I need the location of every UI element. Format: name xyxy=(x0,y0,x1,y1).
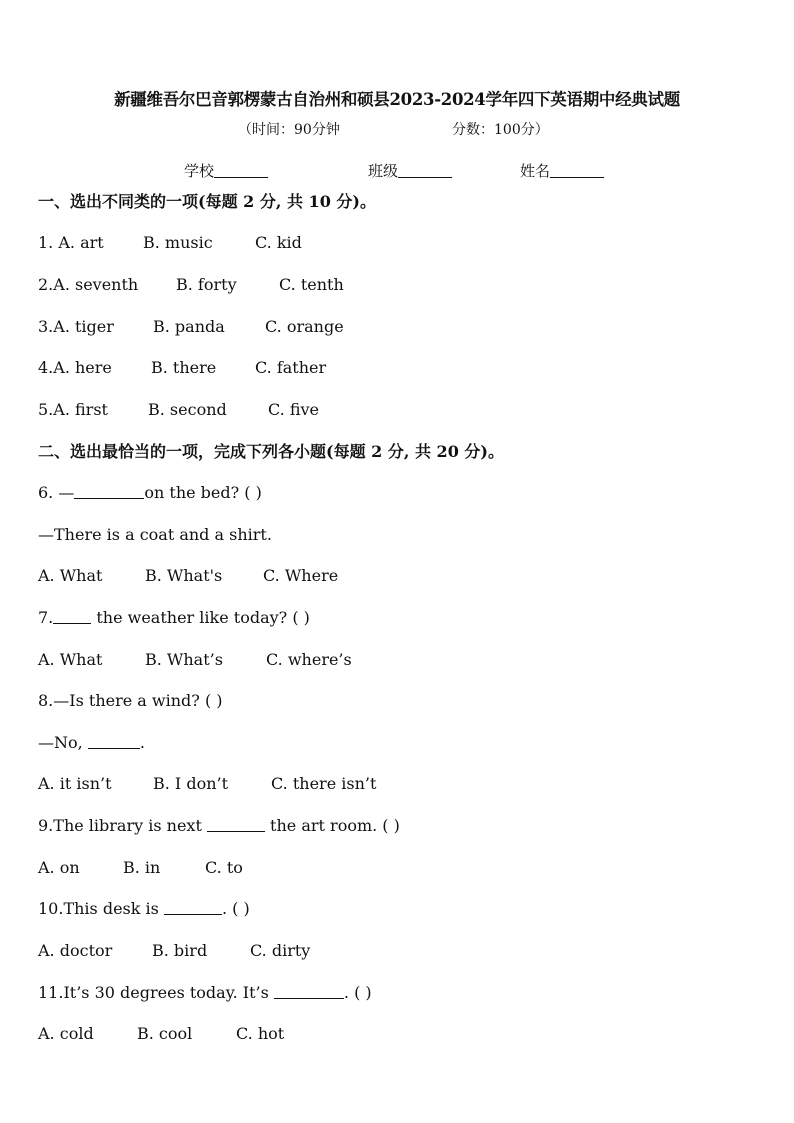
name-field xyxy=(520,160,604,181)
q7-option-b: B. What’s xyxy=(145,650,223,669)
q11-prefix: 11.It’s 30 degrees today. It’s xyxy=(38,983,274,1002)
q6-suffix: on the bed? ( ) xyxy=(144,483,262,502)
name-label: 姓名 xyxy=(520,162,551,180)
q5-option-b: B. second xyxy=(148,400,227,419)
q4-option-a: 4.A. here xyxy=(38,358,112,377)
q6-prefix: 6. — xyxy=(38,483,75,502)
total-score: 分数：100分） xyxy=(452,122,549,138)
question-1 xyxy=(38,233,398,253)
q10-option-c: C. dirty xyxy=(250,941,311,960)
q7-blank[interactable] xyxy=(53,608,91,624)
q1-option-a: 1. A. art xyxy=(38,233,104,252)
q3-option-a: 3.A. tiger xyxy=(38,317,114,336)
q7-options xyxy=(38,650,398,670)
name-blank[interactable] xyxy=(550,162,604,178)
q2-option-a: 2.A. seventh xyxy=(38,275,139,294)
question-7 xyxy=(38,608,310,628)
q5-option-c: C. five xyxy=(268,400,320,419)
q11-option-b: B. cool xyxy=(137,1024,193,1043)
q8-blank[interactable] xyxy=(88,733,140,749)
question-4 xyxy=(38,358,398,378)
question-9 xyxy=(38,816,400,836)
q9-option-c: C. to xyxy=(205,858,243,877)
time-limit: （时间：90分钟 xyxy=(238,122,340,138)
exam-meta xyxy=(238,119,549,139)
question-5 xyxy=(38,400,398,420)
q9-option-b: B. in xyxy=(123,858,161,877)
q8-option-c: C. there isn’t xyxy=(271,774,377,793)
q5-option-a: 5.A. first xyxy=(38,400,108,419)
q2-option-c: C. tenth xyxy=(279,275,344,294)
q3-option-b: B. panda xyxy=(153,317,225,336)
section2-heading: 二、选出最恰当的一项，完成下列各小题(每题 2 分, 共 20 分)。 xyxy=(38,442,504,461)
q6-option-c: C. Where xyxy=(263,566,339,585)
q6-blank[interactable] xyxy=(74,483,144,499)
q11-options xyxy=(38,1024,398,1044)
q8-response xyxy=(38,733,145,753)
question-3 xyxy=(38,317,398,337)
q8-option-b: B. I don’t xyxy=(153,774,229,793)
q2-option-b: B. forty xyxy=(176,275,237,294)
exam-title: 新疆维吾尔巴音郭楞蒙古自治州和硕县2023-2024学年四下英语期中经典试题 xyxy=(114,90,680,109)
q10-prefix: 10.This desk is xyxy=(38,899,164,918)
q7-prefix: 7. xyxy=(38,608,54,627)
q1-option-b: B. music xyxy=(143,233,213,252)
q7-option-a: A. What xyxy=(38,650,103,669)
q6-option-b: B. What's xyxy=(145,566,223,585)
q11-blank[interactable] xyxy=(274,983,344,999)
q8-options xyxy=(38,774,398,794)
school-label: 学校 xyxy=(184,162,215,180)
q8-suffix: . xyxy=(139,733,145,752)
q11-option-c: C. hot xyxy=(236,1024,285,1043)
q10-options xyxy=(38,941,398,961)
q11-option-a: A. cold xyxy=(38,1024,94,1043)
q10-blank[interactable] xyxy=(164,899,222,915)
q10-option-a: A. doctor xyxy=(38,941,113,960)
q3-option-c: C. orange xyxy=(265,317,344,336)
q8-prefix: —No, xyxy=(38,733,88,752)
q10-option-b: B. bird xyxy=(152,941,208,960)
question-11 xyxy=(38,983,372,1003)
question-6 xyxy=(38,483,262,503)
q7-suffix: the weather like today? ( ) xyxy=(91,608,310,627)
q9-prefix: 9.The library is next xyxy=(38,816,207,835)
class-field xyxy=(368,160,452,181)
q9-options xyxy=(38,858,398,878)
question-10 xyxy=(38,899,250,919)
q6-option-a: A. What xyxy=(38,566,103,585)
class-blank[interactable] xyxy=(398,162,452,178)
school-blank[interactable] xyxy=(214,162,268,178)
question-8: 8.—Is there a wind? ( ) xyxy=(38,691,223,710)
q11-suffix: . ( ) xyxy=(343,983,372,1002)
q6-response: —There is a coat and a shirt. xyxy=(38,525,272,544)
school-field xyxy=(184,160,268,181)
q10-suffix: . ( ) xyxy=(221,899,250,918)
q9-option-a: A. on xyxy=(38,858,80,877)
q8-option-a: A. it isn’t xyxy=(38,774,112,793)
q4-option-b: B. there xyxy=(151,358,217,377)
q6-options xyxy=(38,566,398,586)
q4-option-c: C. father xyxy=(255,358,327,377)
q9-blank[interactable] xyxy=(207,816,265,832)
class-label: 班级 xyxy=(368,162,399,180)
student-info-row xyxy=(0,160,794,180)
question-2 xyxy=(38,275,398,295)
section1-heading: 一、选出不同类的一项(每题 2 分, 共 10 分)。 xyxy=(38,192,376,211)
q1-option-c: C. kid xyxy=(255,233,302,252)
q7-option-c: C. where’s xyxy=(266,650,352,669)
q9-suffix: the art room. ( ) xyxy=(264,816,400,835)
